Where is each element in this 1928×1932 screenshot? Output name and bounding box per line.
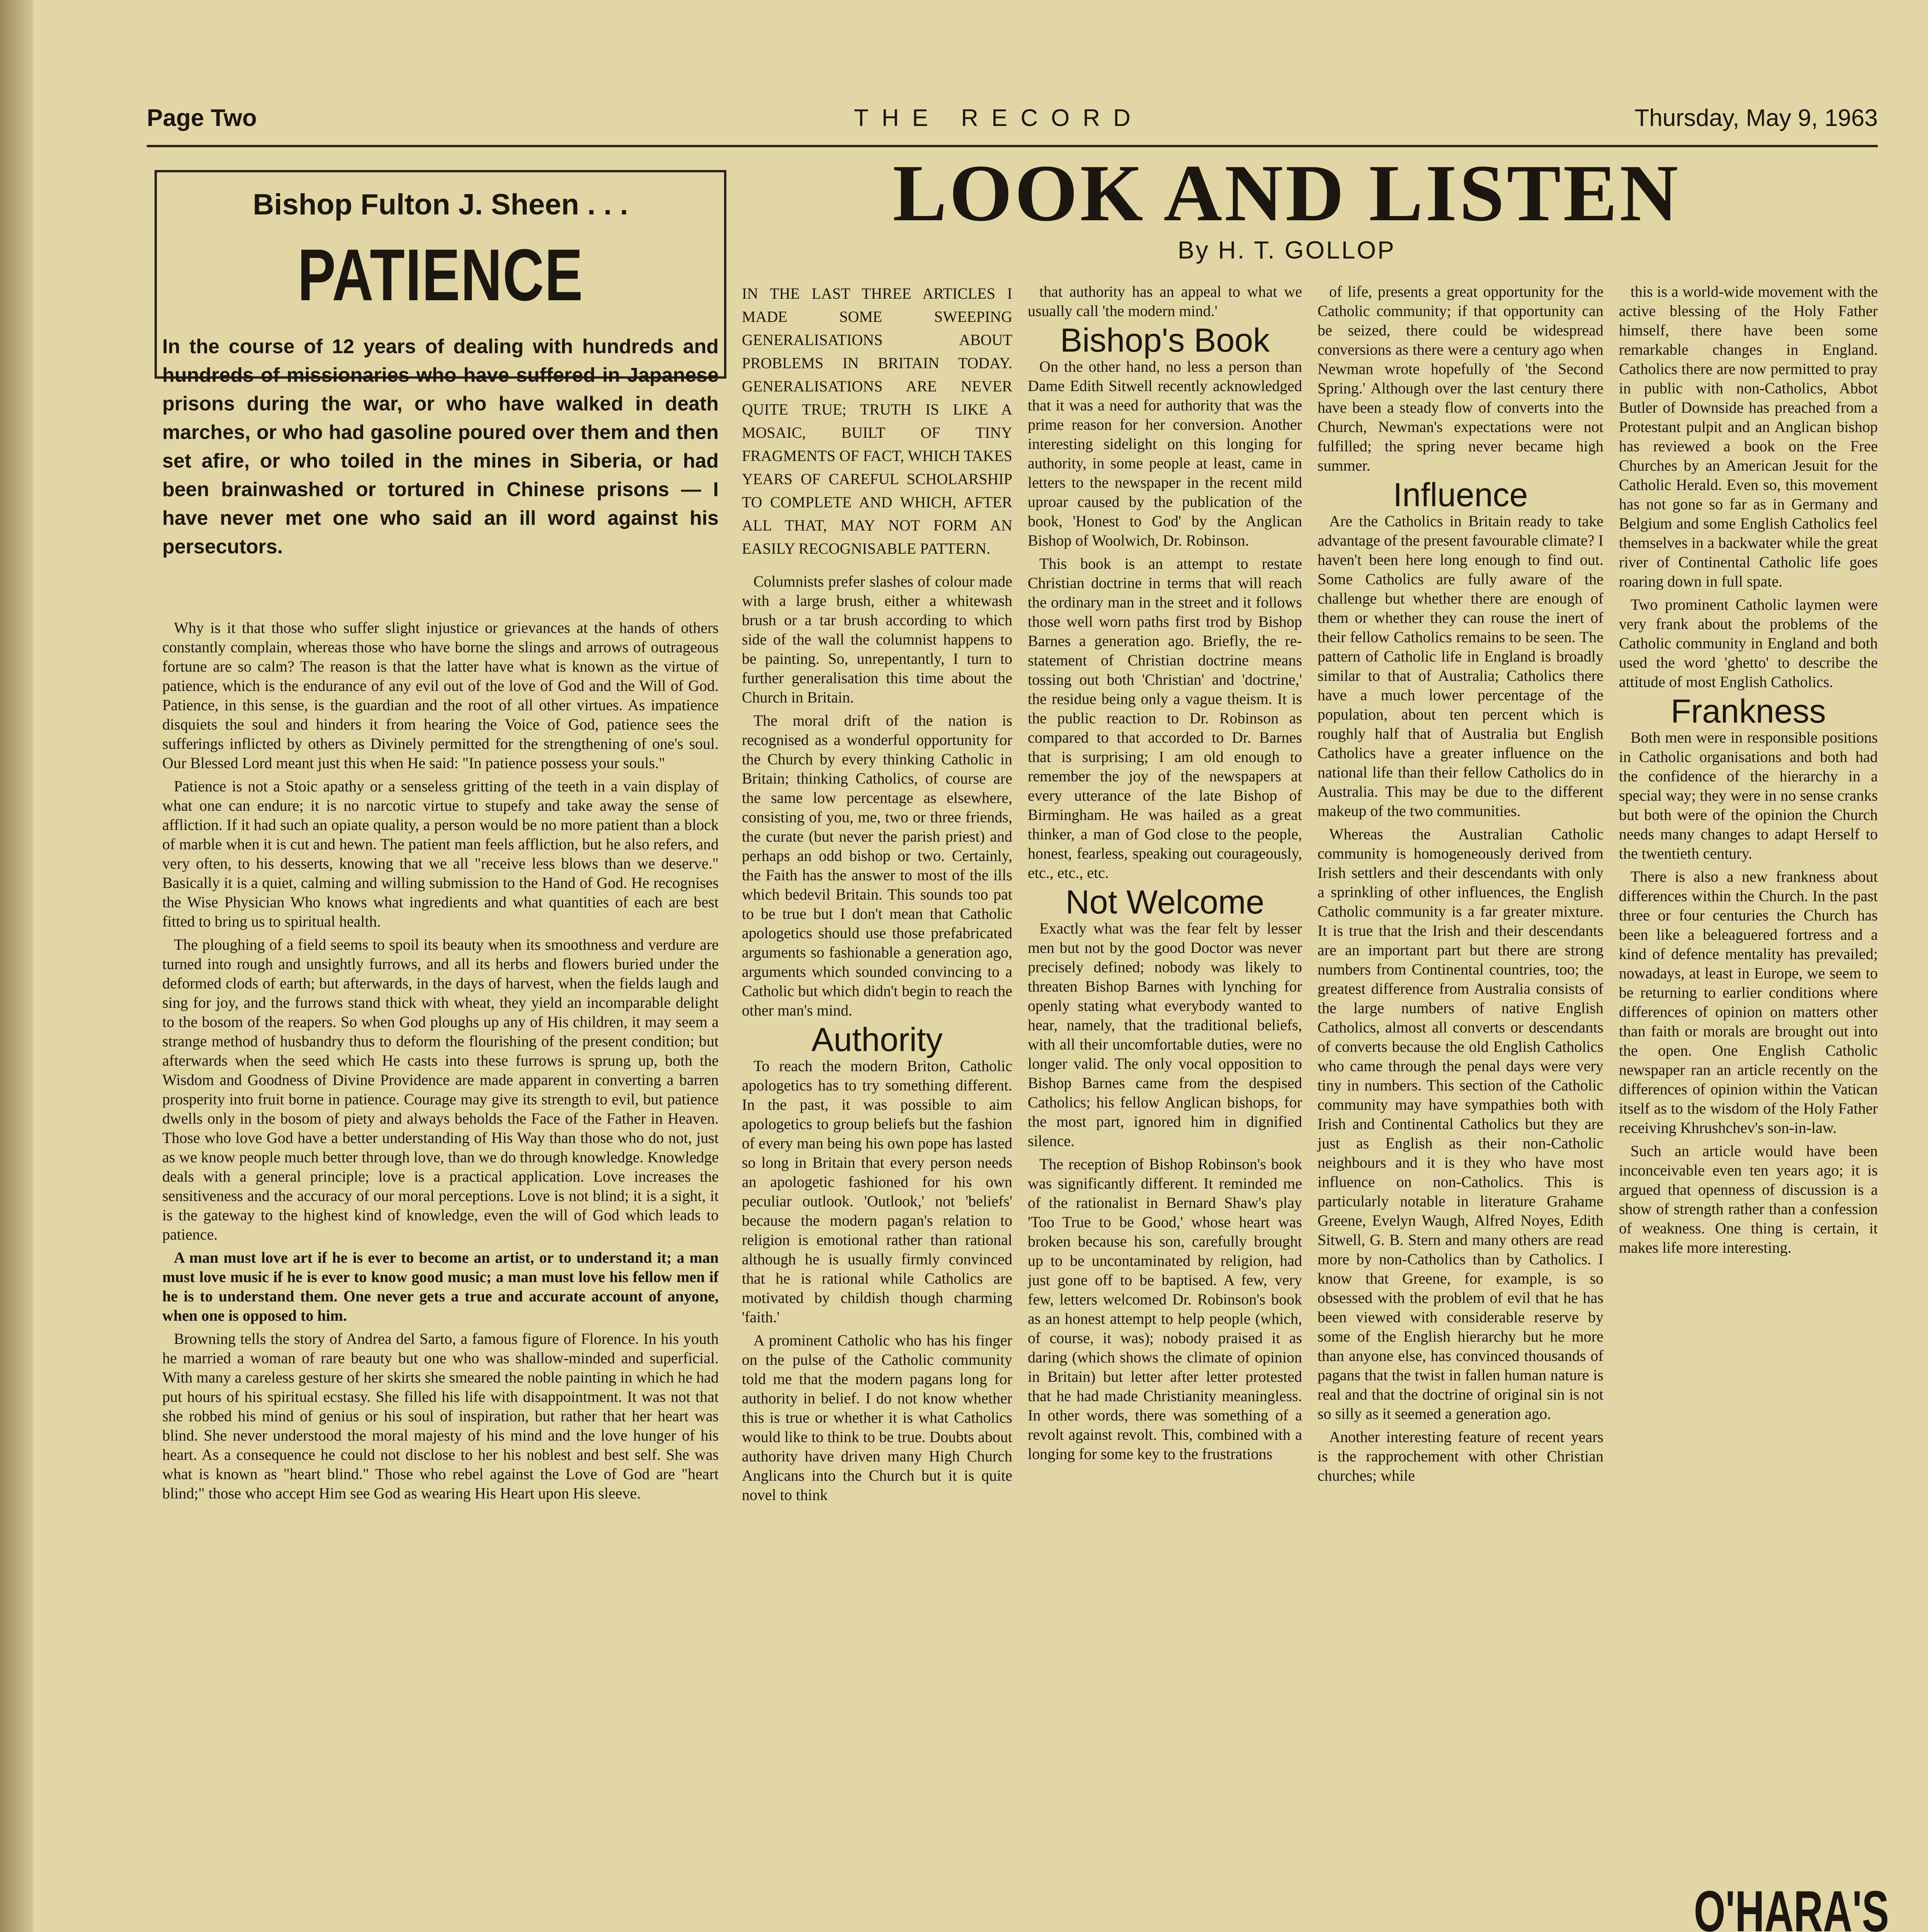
sheen-paragraph: Patience is not a Stoic apathy or a senseless gritting of the teeth in a vain display of what one can endure; it is no narcotic virtue to stupefy and take away the sense of affliction. If it had such an opiate quality, a person would be no more patient than a block of marble when it is cut and hewn. The patient man feels affliction, but he also refers, and very often, to his desserts, knowing that we all "receive less blows than we deserve." Basically it is a quiet, calming and willing submission to the Hand of God. He recognises the Wise Physician Who knows what ingredients and what quantities of each are best fitted to bring us to spiritual health. <box>162 777 719 930</box>
masthead <box>147 104 1878 139</box>
bishops-book-subhead: Bishop's Book <box>1060 322 1270 359</box>
look-column-2 <box>1028 282 1302 1468</box>
page-number: Page Two <box>147 105 257 131</box>
look-paragraph: On the other hand, no less a person than Dame Edith Sitwell recently acknowledged that it was a need for authority that was the prime reason for her conversion. Another interesting sidelight on this longing for authority, in some people at least, came in letters to the newspaper in the recent mild uproar caused by the publication of the book, 'Honest to God' by the Anglican Bishop of Woolwich, Dr. Robinson. <box>1028 358 1302 549</box>
look-paragraph: To reach the modern Briton, Catholic apologetics has to try something different. In the past, it was possible to aim apologetics to group beliefs but the fashion of every man being his own pope has lasted so long in Britain that every person needs an apologetic fashioned for his own peculiar outlook. 'Outlook,' not 'beliefs' because the modern pagan's relation to religion is emotional rather than rational although he is usually firmly convinced that he is rational while Catholics are motivated by childish though charming 'faith.' <box>742 1057 1012 1326</box>
look-paragraph: this is a world-wide movement with the active blessing of the Holy Father himself, there have been some remarkable changes in England. Catholics there are now permitted to pray in public with non-Catholics, Abbot Butler of Downside has preached from a Protestant pulpit and an Anglican bishop has reviewed a book on the Free Churches by an American Jesuit for the Catholic Herald. Even so, this movement has not gone so far as in Germany and Belgium and some English Catholics feel themselves in a backwater while the great river of Continental Catholic life goes roaring down in full spate. <box>1619 283 1878 590</box>
authority-subhead: Authority <box>811 1021 943 1058</box>
look-column-4 <box>1619 282 1878 1261</box>
ohara-pharmacy-ad <box>1661 1878 1889 1932</box>
look-paragraph: of life, presents a great opportunity for the Catholic community; if that opportunity can be seized, there could be widespread conversions as there were a century ago when Newman wrote hopefully of 'the Second Spring.' Although over the last century there have been a steady flow of converts into the Church, Newman's expectations were not fulfilled; the spring never became high summer. <box>1318 283 1603 474</box>
sheen-title: PATIENCE <box>298 234 583 316</box>
look-column-1 <box>742 282 1012 1509</box>
look-paragraph: Both men were in responsible positions in Catholic organisations and both had the confidence of the hierarchy in a special way; they were in no sense cranks but both were of the opinion the Church needs many changes to adapt Herself to the twentieth century. <box>1619 729 1878 862</box>
look-paragraph: Such an article would have been inconceivable even ten years ago; it is argued that openness of discussion is a show of strength rather than a confession of weakness. One thing is certain, it makes life more interesting. <box>1619 1142 1878 1256</box>
sheen-paragraph: Browning tells the story of Andrea del Sarto, a famous figure of Florence. In his youth he married a woman of rare beauty but one who was shallow-minded and superficial. With many a careless gesture of her skirts she smeared the noble painting in which he had put hours of his spiritual ecstasy. She filled his life with disappointment. It was not that she robbed his mind of genius or his soul of inspiration, but rather that her heart was blind. She never understood the moral majesty of his mind and the love hunger of his heart. As a consequence he could not disclose to her his noblest and best self. She was what is known as "heart blind." Those who rebel against the Love of God are "heart blind;" those who accept Him see God as wearing His Heart upon His sleeve. <box>162 1330 719 1502</box>
sheen-kicker: Bishop Fulton J. Sheen . . . <box>253 188 628 221</box>
look-paragraph: Another interesting feature of recent years is the rapprochement with other Christian churches; while <box>1318 1428 1603 1484</box>
sheen-intro: In the course of 12 years of dealing with hundreds and hundreds of missionaries who have suffered in Japanese prisons during the war, or who have walked in death marches, or who had gasoline poured over them and then set afire, or who toiled in the mines in Siberia, or had been brainwashed or tortured in Chinese prisons — I have never met one who said an ill word against his persecutors. <box>162 335 719 558</box>
ohara-name: O'HARA'S <box>1694 1879 1889 1932</box>
sheen-paragraph: Why is it that those who suffer slight injustice or grievances at the hands of others constantly complain, whereas those who have borne the slings and arrows of outrageous fortune are so calm? The reason is that the latter have what is known as the virtue of patience, which is the endurance of any evil out of the love of God and the Will of God. Patience, in this sense, is the guardian and the root of all other virtues. As impatience disquiets the soul and hinders it from hearing the Voice of God, patience sees the sufferings inflicted by others as Divinely permitted for the strengthening of one's soul. Our Blessed Lord meant just this when He said: "In patience possess your souls." <box>162 619 719 772</box>
look-paragraph: Are the Catholics in Britain ready to take advantage of the present favourable climate? I haven't been here long enough to find out. Some Catholics are fully aware of the challenge but whether there are enough of them or whether they can rouse the inert of their fellow Catholics remains to be seen. The pattern of Catholic life in England is broadly similar to that of Australia; Catholics there have a much lower percentage of the population, about ten percent which is roughly half that of Australia but English Catholics have a greater influence on the national life than their fellow Catholics do in Australia. This may be due to the different makeup of the two communities. <box>1318 512 1603 820</box>
look-lead: IN THE LAST THREE ARTICLES I MADE SOME SWEEPING GENERALISATIONS ABOUT PROBLEMS IN BRITAIN TODAY. GENERALISATIONS ARE NEVER QUITE TRUE; TRUTH IS LIKE A MOSAIC, BUILT OF TINY FRAGMENTS OF FACT, WHICH TAKES YEARS OF CAREFUL SCHOLARSHIP TO COMPLETE AND WHICH, AFTER ALL THAT, MAY NOT FORM AN EASILY RECOGNISABLE PATTERN. <box>742 285 1012 557</box>
look-paragraph: There is also a new frankness about differences within the Church. In the past three or four centuries the Church has been like a beleaguered fortress and a kind of defence mentality has prevailed; nowadays, at least in Europe, we seem to be returning to earlier conditions where differences of opinion on matters other than faith or morals are brought out into the open. One English Catholic newspaper ran an article recently on the differences of opinion within the Vatican itself as to the wisdom of the Holy Father receiving Khrushchev's son-in-law. <box>1619 868 1878 1136</box>
look-and-listen-title: LOOK AND LISTEN <box>893 148 1681 238</box>
influence-subhead: Influence <box>1393 476 1528 514</box>
look-paragraph: Whereas the Australian Catholic community is homogeneously derived from Irish settlers and their descendants with only a sprinkling of other influences, the English Catholic community is a far greater mixture. It is true that the Irish and their descendants are an important part but there are strong numbers from Continental countries, too; the greatest difference from Australia consists of the large numbers of native English Catholics, almost all converts or descendants of converts because the old English Catholics who came through the penal days were very tiny in numbers. This section of the Catholic community may have sympathies both with Irish and Continental Catholics but they are just as English as their non-Catholic neighbours and it is they who have most influence on non-Catholics. This is particularly notable in literature Grahame Greene, Evelyn Waugh, Alfred Noyes, Edith Sitwell, G. B. Stern and many others are read more by non-Catholics than by Catholics. I know that Greene, for example, is so obsessed with the problem of evil that he has been viewed with considerable reserve by some of the English hierarchy but he more than anyone else, has convinced thousands of pagans that the twist in fallen human nature is real and that the doctrine of original sin is not so silly as it seemed a generation ago. <box>1318 825 1603 1422</box>
look-paragraph: Columnists prefer slashes of colour made with a large brush, either a whitewash brush or a tar brush according to which side of the wall the columnist happens to be painting. So, unrepentantly, I turn to further generalisation this time about the Church in Britain. <box>742 573 1012 706</box>
look-byline: By H. T. GOLLOP <box>1178 236 1396 264</box>
paper-name: THE RECORD <box>854 105 1144 131</box>
look-paragraph: Exactly what was the fear felt by lesser men but not by the good Doctor was never precisely defined; nobody was likely to threaten Bishop Barnes with lynching for openly stating what everybody wanted to hear, namely, that the traditional beliefs, with all their uncomfortable duties, were no longer valid. The only vocal opposition to Bishop Barnes came from the despised Catholics; his fellow Anglican bishops, for the most part, ignored him in dignified silence. <box>1028 920 1302 1150</box>
frankness-subhead: Frankness <box>1671 693 1826 730</box>
sheen-body <box>162 618 719 1507</box>
look-column-3 <box>1318 282 1603 1489</box>
sheen-paragraph: The ploughing of a field seems to spoil its beauty when its smoothness and verdure are turned into rough and unsightly furrows, and all its herbs and flowers buried under the deformed clods of earth; but afterwards, in the days of harvest, when the fields laugh and sing for joy, and the furrows stand thick with wheat, they yield an incomparable delight to the bosom of the reapers. So when God ploughs up any of His children, it may seem a strange method of husbandry thus to deform the flourishing of the present condition; but afterwards when the seed which He casts into these furrows is sprung up, both the Wisdom and Goodness of Divine Providence are made apparent in converting a barren prosperity into fruit borne in patience. Courage may give its strength to evil, but patience dwells only in the bosom of piety and always beholds the Face of the Father in Heaven. Those who love God have a better understanding of His Way than those who do not, just as we know people much better through love, than we do through knowledge. Knowledge deals with a general principle; love is a practical application. Love increases the sensitiveness and the accuracy of our moral perceptions. Love is not blind; it is a sight, it is the gateway to the highest kind of knowledge, even the will of God which leads to patience. <box>162 936 719 1243</box>
not-welcome-subhead: Not Welcome <box>1065 884 1265 921</box>
page-binding-edge <box>0 0 33 1932</box>
sheen-paragraph: A man must love art if he is ever to become an artist, or to understand it; a man must love music if he is ever to know good music; a man must love his fellow men if he is to understand them. One never gets a true and accurate account of anyone, when one is opposed to him. <box>162 1249 719 1324</box>
look-paragraph: that authority has an appeal to what we usually call 'the modern mind.' <box>1028 283 1302 320</box>
look-paragraph: The reception of Bishop Robinson's book was significantly different. It reminded me of the rationalist in Bernard Shaw's play 'Too True to be Good,' whose heart was broken because his son, carefully brought up to be uncontaminated by religion, had just gone off to be baptised. A few, very few, letters welcomed Dr. Robinson's book as an honest attempt to help people (which, of course, it was); nobody praised it as daring (which shows the climate of opinion in Britain) but letter after letter protested that he had made Christianity meaningless. In other words, there was something of a revolt against revolt. This, combined with a longing for some key to the frustrations <box>1028 1155 1302 1463</box>
look-paragraph: Two prominent Catholic laymen were very frank about the problems of the Catholic community in England and both used the word 'ghetto' to describe the attitude of most English Catholics. <box>1619 596 1878 690</box>
issue-date: Thursday, May 9, 1963 <box>1634 105 1878 131</box>
look-paragraph: A prominent Catholic who has his finger on the pulse of the Catholic community told me that the modern pagans long for authority in belief. I do not know whether this is true or whether it is what Catholics would like to think to be true. Doubts about authority have driven many High Church Anglicans into the Church but it is quite novel to think <box>742 1332 1012 1503</box>
look-paragraph: The moral drift of the nation is recognised as a wonderful opportunity for the Church by every thinking Catholic in Britain; thinking Catholics, of course are the same low percentage as elsewhere, consisting of you, me, two or three friends, the curate (but never the parish priest) and perhaps an odd bishop or two. Certainly, the Faith has the answer to most of the ills which bedevil Britain. This sounds too pat to be true but I don't mean that Catholic apologetics should use those prefabricated arguments so fashionable a generation ago, arguments which sounded convincing to a Catholic but which didn't begin to reach the other man's mind. <box>742 712 1012 1019</box>
look-paragraph: This book is an attempt to restate Christian doctrine in terms that will reach the ordinary man in the street and it follows those well worn paths first trod by Bishop Barnes a generation ago. Briefly, the re-statement of Christian doctrine means tossing out both 'Christian' and 'doctrine,' the residue being only a vague theism. It is the public reaction to Dr. Robinson as compared to that accorded to Dr. Barnes that is surprising; I am old enough to remember the joy of the newspapers at every utterance of the late Bishop of Birmingham. He was hailed as a great thinker, a man of God close to the people, honest, fearless, speaking out courageously, etc., etc., etc. <box>1028 555 1302 881</box>
